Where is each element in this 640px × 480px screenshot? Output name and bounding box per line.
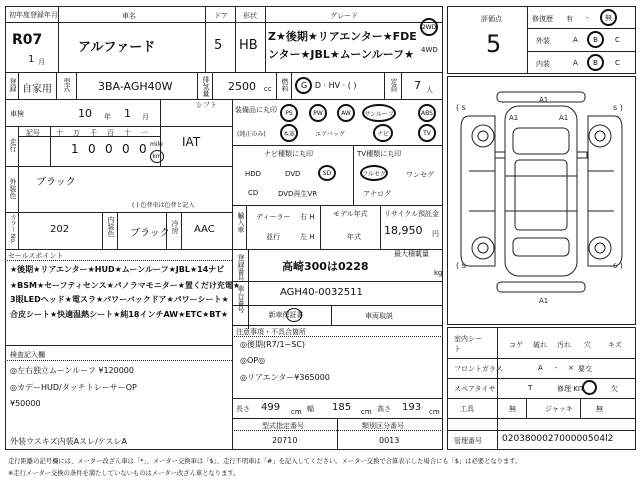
nav-hdd: HDD: [245, 170, 262, 178]
displacement-label: 排気量: [202, 76, 210, 97]
inspector-note: 外装ウスキズ内装Aスレ/ケスレA: [10, 437, 127, 446]
class-designation-label: 類別区分番号: [362, 422, 404, 430]
seat-option: 破れ: [533, 341, 547, 349]
unit-km-ring: km: [150, 150, 164, 163]
note-line: ◎OP◎: [240, 356, 266, 365]
color-label: 外装色: [9, 178, 17, 199]
tools-value: 無: [509, 405, 516, 413]
score-value: 5: [486, 30, 502, 58]
import-parallel: 並行: [266, 233, 280, 241]
width-label: 幅: [307, 405, 314, 413]
front-glass-x: ×: [568, 364, 574, 372]
damage-mark-a1: A1: [539, 96, 549, 104]
import-label: 輸入車: [237, 212, 245, 233]
import-left: 左 H: [300, 233, 315, 241]
spare-tire-kit: 修理 KIT: [557, 385, 585, 393]
seat-option: キズ: [608, 341, 622, 349]
interior-seat-label: 室内シート: [454, 335, 482, 353]
inspector-notes-label: 検査記入欄: [10, 351, 45, 359]
length-label: 長さ: [236, 405, 250, 413]
reg-month-value: 1: [28, 54, 35, 65]
spare-tire-label: スペアタイヤ: [454, 385, 496, 393]
interior-c: C: [615, 59, 620, 67]
equip-aw: AW: [337, 104, 355, 122]
inspector-note: ◎左右独立ムーンルーフ ¥120000: [10, 366, 134, 375]
fuel-options: G · D · HV · ( ): [301, 81, 357, 90]
import-dealer: ディーラー: [256, 213, 291, 221]
seat-option: 汚れ: [557, 341, 571, 349]
sales-point-line: ★BSM★セーフティセンス★パノラマモニター★置くだけ充電★: [10, 281, 241, 290]
equip-ps: PS: [280, 104, 298, 122]
spare-tire-missing: 欠: [611, 385, 618, 393]
drive-4wd: 4WD: [421, 46, 438, 54]
equipment-note: (純正のみ): [237, 131, 266, 138]
footer-line-2: ※走行メーター交換の条件を満たしていないものはメーター改ざん車となります。: [8, 470, 240, 477]
grade-line-2: ンター★JBL★ムーンルーフ★: [268, 48, 415, 61]
header-row-separator: [5, 22, 443, 23]
spare-tire-kit-ring: [582, 380, 597, 395]
front-glass-label: フロントガラス: [454, 365, 503, 373]
equip-navi: ナビ: [373, 124, 393, 142]
digit-header: 十: [124, 129, 131, 137]
exterior-a: A: [573, 36, 578, 44]
note-line: ◎後期(R7/1~SC): [240, 340, 306, 349]
drive-2wd-ring: 2WD: [420, 18, 438, 36]
bracket-label: ( s: [456, 103, 466, 112]
digit-header: 万: [73, 129, 80, 137]
mileage-digit: 0: [139, 142, 147, 156]
nav-sd-ring: SD: [318, 165, 336, 181]
front-glass-dash: -: [555, 364, 558, 372]
sales-point-line: 合皮シート★快適温熱シート★純18インチAW★ETC★BT★: [10, 310, 228, 319]
equip-abs: ABS: [418, 104, 436, 122]
inspection-label: 車検: [10, 110, 24, 118]
interior-label: 内装: [536, 60, 550, 68]
sales-points-label: セールスポイント: [8, 252, 64, 260]
color-note: ( ) 色替車は色替と記入: [132, 202, 195, 209]
inspection-year-unit: 年: [104, 113, 111, 121]
inspection-year: 10: [78, 107, 92, 120]
inspection-month: 1: [124, 107, 131, 120]
ac-value: AAC: [194, 224, 215, 235]
height-unit: cm: [429, 408, 440, 416]
doors-value: 5: [214, 38, 223, 53]
reg-number-value: 高崎300は0228: [282, 260, 369, 273]
capacity-label: 定員: [390, 78, 398, 92]
mileage-digit: 1: [71, 142, 79, 156]
seat-option: コゲ: [509, 341, 523, 349]
tools-label: 工具: [460, 405, 474, 413]
jack-value: 無: [596, 405, 603, 413]
sales-point-line: 3眼LEDヘッド★電スラ★パワーバックドア★パワーシート★: [10, 295, 229, 304]
score-label: 評価点: [481, 15, 502, 23]
damage-mark-a1: A1: [559, 114, 569, 122]
digit-header: 千: [90, 129, 97, 137]
model-value: アルファード: [78, 40, 156, 55]
model-year-unit: 年式: [347, 233, 361, 241]
reg-number-label: 登録番号: [237, 254, 245, 282]
digit-header: 百: [107, 129, 114, 137]
mileage-digit: 0: [105, 142, 113, 156]
equip-tv: TV: [418, 124, 436, 142]
bracket-label: s ): [613, 103, 623, 112]
recycle-label: リサイクル預託金: [384, 210, 440, 218]
jack-label: ジャッキ: [545, 405, 573, 413]
exterior-label: 外装: [536, 37, 550, 45]
color-code-label: カラー No.: [9, 214, 16, 244]
mileage-symbol-label: 記号: [26, 129, 40, 137]
damage-mark-a1: A1: [509, 114, 519, 122]
bracket-label: s ): [613, 261, 623, 270]
repair-label: 修復歴: [532, 15, 553, 23]
mileage-label: 走行: [9, 138, 17, 152]
warranty-new-car: 新車保証書: [268, 311, 304, 319]
equipment-label: 装備品に丸印: [235, 106, 277, 114]
nav-dvd-vr: DVD再生VR: [278, 190, 318, 198]
repair-dash: -: [586, 14, 589, 22]
warranty-manual: 車両取説: [365, 312, 393, 320]
equip-sunroof: サンルーフ: [362, 104, 396, 122]
inspection-month-unit: 月: [142, 113, 149, 121]
nav-cd: CD: [248, 189, 259, 197]
doors-label: ドア: [214, 12, 228, 20]
capacity-unit: 人: [426, 86, 433, 94]
nav-dvd: DVD: [285, 170, 301, 178]
color-code-value: 202: [50, 224, 70, 235]
inspector-note: ¥50000: [10, 399, 41, 408]
sales-point-line: ★後期★リアエンター★HUD★ムーンルーフ★JBL★14ナビ: [10, 265, 225, 274]
notes-label: 注意事項・不具合箇所: [236, 328, 306, 336]
use-value: 自家用: [22, 84, 52, 95]
class-designation-value: 0013: [379, 436, 400, 445]
type-value: 3BA-AGH40W: [98, 80, 173, 93]
nav-label: ナビ種類に丸印: [264, 150, 313, 158]
recycle-unit: 円: [432, 230, 439, 238]
class-label: 登録: [9, 78, 17, 92]
tv-analog: アナログ: [363, 190, 391, 198]
model-label: 車名: [122, 12, 136, 20]
import-right: 右 H: [300, 213, 315, 221]
height-value: 193: [402, 402, 422, 413]
length-unit: cm: [291, 408, 302, 416]
displacement-unit: cc: [264, 85, 272, 93]
interior-color-label: 内装色: [107, 216, 115, 237]
shape-value: HB: [239, 38, 258, 53]
width-value: 185: [332, 402, 352, 413]
shape-label: 形状: [243, 12, 257, 20]
equip-pw: PW: [309, 104, 327, 122]
chassis-value: AGH40-0032511: [280, 287, 363, 298]
color-value: ブラック: [36, 177, 76, 188]
equip-leather: 本革: [280, 124, 298, 142]
ac-label: 冷房: [171, 220, 179, 234]
management-label: 管理番号: [454, 437, 482, 445]
car-damage-diagram: [447, 76, 636, 325]
bracket-label: ( s: [456, 261, 466, 270]
chassis-label: 車台番号: [237, 285, 245, 313]
front-glass-a: A: [538, 364, 543, 372]
length-value: 499: [261, 402, 281, 413]
load-label: 最大積載量: [394, 250, 429, 258]
footer-line-1: 走行距離の記号欄には、メーター改ざん車は「*」、メーター交換車は「$」、走行不明車は「#」を記入してください。メーター交換で合算表示した場合にも「$」は必要となります。: [8, 458, 522, 465]
type-label: 型式: [63, 78, 71, 92]
note-line: ◎リアエンター¥365000: [240, 373, 330, 382]
damage-mark-a1: A1: [539, 297, 549, 305]
interior-color-value: ブラック: [130, 228, 170, 239]
interior-b-ring: B: [587, 54, 604, 71]
shift-label: シフト: [196, 101, 217, 109]
recycle-value: 18,950: [384, 224, 423, 237]
exterior-c: C: [615, 36, 620, 44]
unit-mile: mile: [150, 141, 163, 148]
reg-year-label: 初年度登録年月: [9, 11, 58, 19]
displacement-value: 2500: [228, 80, 256, 93]
tv-fullseg-ring: フルセグ: [360, 165, 388, 181]
fuel-label: 燃料: [281, 78, 289, 92]
model-year-label: モデル年式: [333, 210, 368, 218]
management-value: 020380002700000504l2: [502, 434, 614, 444]
digit-header: 十: [56, 129, 63, 137]
capacity-value: 7: [414, 79, 421, 92]
tv-label: TV種類に丸印: [357, 150, 402, 158]
reg-month-unit: 月: [38, 58, 45, 66]
width-unit: cm: [361, 408, 372, 416]
inspector-note: ◎カデーHUD/タッチトレーサーOP: [10, 383, 137, 392]
digit-header: 一: [141, 129, 148, 137]
equip-airbag: エアバッグ: [315, 130, 345, 138]
front-glass-replace: 要交: [578, 365, 592, 373]
shift-value: IAT: [182, 135, 201, 149]
type-designation-value: 20710: [272, 436, 298, 445]
mileage-digit: 0: [88, 142, 96, 156]
height-label: 高さ: [377, 405, 391, 413]
mileage-digit: 0: [122, 142, 130, 156]
tv-oneseg: ワンセグ: [406, 171, 434, 179]
warranty-ring: [286, 308, 302, 322]
reg-year-value: R07: [12, 32, 43, 48]
load-unit: kg: [434, 269, 443, 277]
exterior-b-ring: B: [587, 31, 604, 48]
interior-a: A: [573, 59, 578, 67]
type-designation-label: 型式指定番号: [262, 422, 304, 430]
repair-no-ring: 無: [600, 9, 617, 26]
repair-yes: 有: [566, 15, 573, 23]
grade-line-1: Z★後期★リアエンター★FDE: [268, 30, 417, 43]
spare-tire-t: T: [528, 384, 533, 392]
seat-option: 穴: [584, 341, 591, 349]
grade-label: グレード: [330, 12, 358, 20]
